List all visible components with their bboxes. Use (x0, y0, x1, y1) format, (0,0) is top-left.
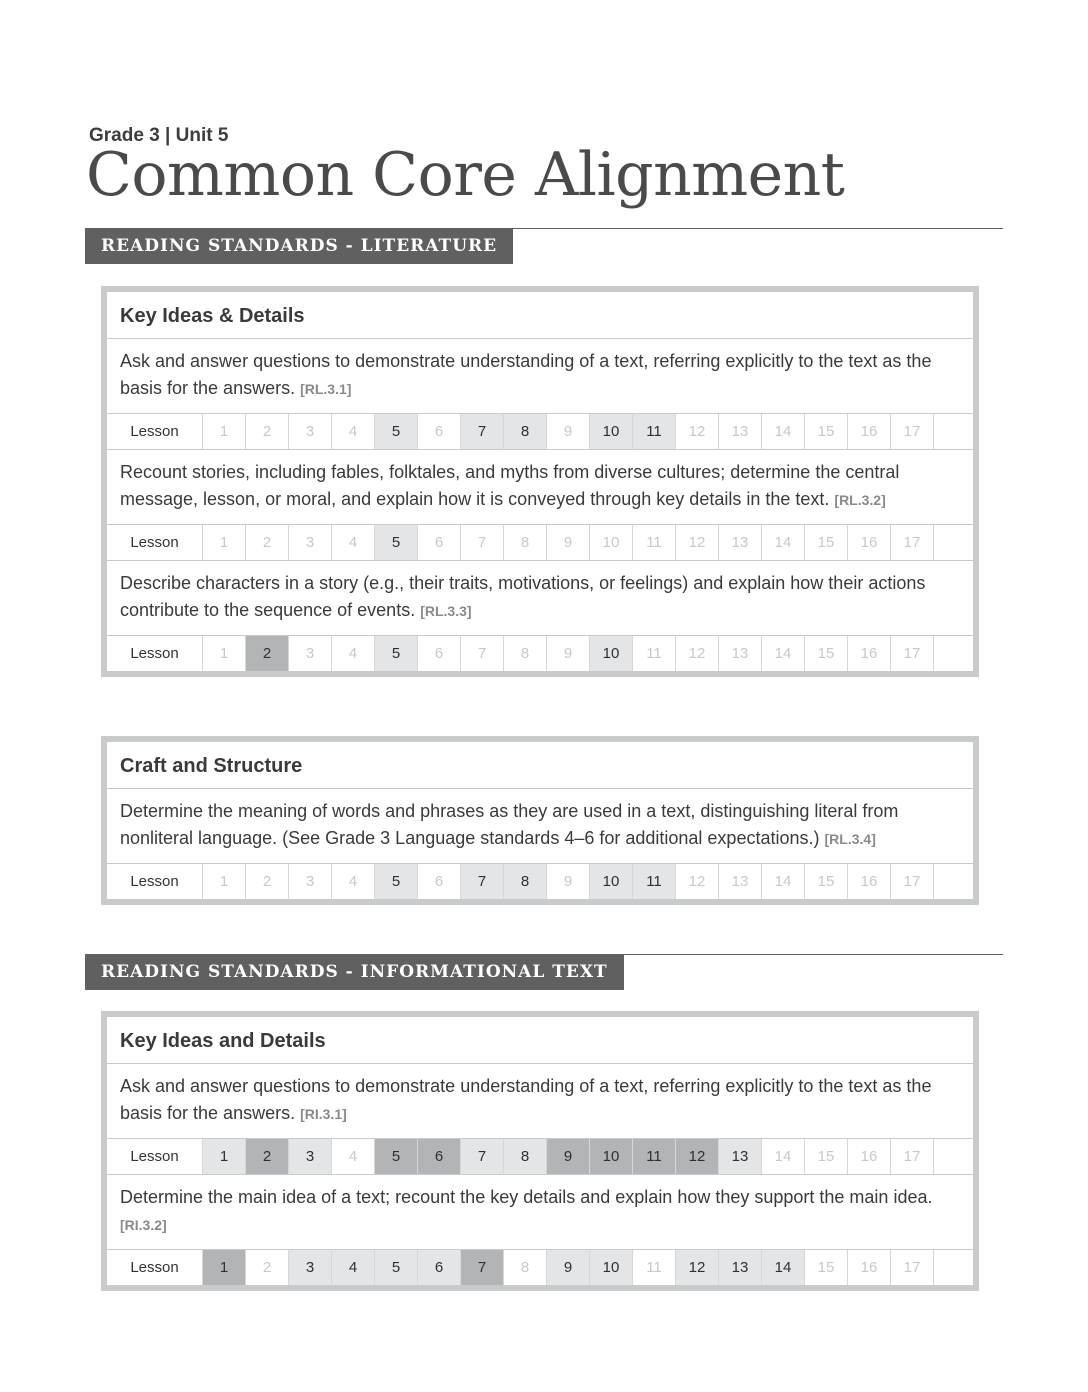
group-title: Key Ideas and Details (107, 1017, 973, 1064)
lesson-cell: 17 (891, 636, 934, 671)
lesson-cell: 14 (762, 525, 805, 560)
standard-description: Determine the meaning of words and phrases as they are used in a text, distinguishing literal from nonliteral language. (See Grade 3 Language standards 4–6 for additional expectations.) (120, 801, 899, 848)
lesson-cell: 7 (461, 1139, 504, 1174)
lesson-cell: 10 (590, 414, 633, 449)
lesson-label: Lesson (107, 1250, 203, 1285)
lesson-cell: 8 (504, 636, 547, 671)
lesson-cell: 2 (246, 636, 289, 671)
lesson-cell: 4 (332, 525, 375, 560)
lesson-cell: 7 (461, 636, 504, 671)
lesson-cell: 5 (375, 525, 418, 560)
lesson-cell: 3 (289, 864, 332, 899)
lesson-cell: 6 (418, 414, 461, 449)
lesson-cell: 4 (332, 414, 375, 449)
lesson-cell: 8 (504, 1250, 547, 1285)
lesson-cell: 17 (891, 1139, 934, 1174)
standard-description: Recount stories, including fables, folktales, and myths from diverse cultures; determine the central message, lesson, or moral, and explain how it is conveyed through key details in the text. (120, 462, 900, 509)
lesson-cell: 13 (719, 636, 762, 671)
lesson-cell: 6 (418, 636, 461, 671)
lesson-cell: 12 (676, 1250, 719, 1285)
lesson-cell: 17 (891, 525, 934, 560)
lesson-cell: 16 (848, 525, 891, 560)
lesson-cell: 3 (289, 525, 332, 560)
lesson-cell: 9 (547, 1139, 590, 1174)
lesson-cell: 9 (547, 636, 590, 671)
lesson-row (107, 525, 973, 561)
lesson-row (107, 414, 973, 450)
lesson-cell: 14 (762, 636, 805, 671)
standard-code: [RI.3.1] (300, 1106, 347, 1122)
standard-description: Describe characters in a story (e.g., their traits, motivations, or feelings) and explain how their actions contribute to the sequence of events. (120, 573, 926, 620)
section-header-informational (85, 954, 1003, 991)
lesson-cell: 3 (289, 1250, 332, 1285)
standard-text (107, 1064, 973, 1139)
lesson-cell: 9 (547, 1250, 590, 1285)
lesson-cell: 6 (418, 1139, 461, 1174)
lesson-cell: 12 (676, 525, 719, 560)
lesson-cell: 12 (676, 414, 719, 449)
standard-text (107, 789, 973, 864)
lesson-label: Lesson (107, 636, 203, 671)
group-box (101, 286, 979, 677)
lesson-cell: 13 (719, 1139, 762, 1174)
lesson-cell: 12 (676, 1139, 719, 1174)
lesson-cell: 2 (246, 1139, 289, 1174)
lesson-row-end (934, 1250, 973, 1285)
lesson-cell: 8 (504, 414, 547, 449)
lesson-label: Lesson (107, 414, 203, 449)
lesson-cell: 17 (891, 864, 934, 899)
lesson-cell: 2 (246, 525, 289, 560)
lesson-cell: 2 (246, 1250, 289, 1285)
lesson-cell: 4 (332, 1250, 375, 1285)
lesson-row (107, 636, 973, 671)
section-header-literature (85, 228, 1003, 265)
standard-code: [RL.3.3] (420, 603, 472, 619)
lesson-row-end (934, 1139, 973, 1174)
lesson-cell: 6 (418, 864, 461, 899)
lesson-cell: 16 (848, 636, 891, 671)
lesson-cell: 17 (891, 414, 934, 449)
lesson-cell: 16 (848, 1250, 891, 1285)
lesson-cell: 1 (203, 636, 246, 671)
lesson-cell: 12 (676, 864, 719, 899)
lesson-cell: 11 (633, 864, 676, 899)
standard-description: Ask and answer questions to demonstrate understanding of a text, referring explicitly to the text as the basis for the answers. (120, 1076, 932, 1123)
lesson-label: Lesson (107, 1139, 203, 1174)
standard-description: Ask and answer questions to demonstrate understanding of a text, referring explicitly to the text as the basis for the answers. (120, 351, 932, 398)
lesson-cell: 3 (289, 1139, 332, 1174)
lesson-label: Lesson (107, 525, 203, 560)
lesson-cell: 10 (590, 864, 633, 899)
lesson-row (107, 1250, 973, 1285)
lesson-cell: 14 (762, 414, 805, 449)
section-heading: READING STANDARDS - LITERATURE (85, 228, 513, 264)
lesson-cell: 16 (848, 864, 891, 899)
lesson-row-end (934, 414, 973, 449)
standards-list (107, 339, 973, 671)
standards-list (107, 1064, 973, 1285)
standard-code: [RL.3.1] (300, 381, 352, 397)
lesson-cell: 5 (375, 636, 418, 671)
lesson-cell: 11 (633, 636, 676, 671)
lesson-cell: 2 (246, 414, 289, 449)
lesson-cell: 5 (375, 864, 418, 899)
lesson-cell: 8 (504, 1139, 547, 1174)
lesson-cell: 9 (547, 525, 590, 560)
lesson-cell: 1 (203, 414, 246, 449)
lesson-cell: 9 (547, 864, 590, 899)
standard-code: [RL.3.4] (824, 831, 876, 847)
group-box (101, 1011, 979, 1291)
group-box (101, 736, 979, 905)
lesson-cell: 4 (332, 636, 375, 671)
lesson-row-end (934, 864, 973, 899)
lesson-cell: 14 (762, 864, 805, 899)
lesson-cell: 11 (633, 1139, 676, 1174)
lesson-cell: 7 (461, 414, 504, 449)
lesson-cell: 2 (246, 864, 289, 899)
lesson-cell: 5 (375, 414, 418, 449)
lesson-cell: 11 (633, 1250, 676, 1285)
standards-list (107, 789, 973, 899)
page-subtitle: Grade 3 | Unit 5 (89, 125, 229, 146)
lesson-cell: 16 (848, 414, 891, 449)
standard-text (107, 339, 973, 414)
lesson-cell: 4 (332, 1139, 375, 1174)
lesson-cell: 15 (805, 414, 848, 449)
standard-text (107, 561, 973, 636)
lesson-cell: 15 (805, 864, 848, 899)
lesson-cell: 6 (418, 1250, 461, 1285)
lesson-cell: 3 (289, 636, 332, 671)
lesson-cell: 9 (547, 414, 590, 449)
lesson-cell: 15 (805, 1139, 848, 1174)
lesson-cell: 10 (590, 1250, 633, 1285)
lesson-cell: 15 (805, 636, 848, 671)
lesson-cell: 10 (590, 525, 633, 560)
lesson-cell: 11 (633, 414, 676, 449)
lesson-cell: 6 (418, 525, 461, 560)
lesson-row (107, 864, 973, 899)
lesson-cell: 1 (203, 525, 246, 560)
page-title: Common Core Alignment (86, 140, 845, 210)
lesson-cell: 1 (203, 864, 246, 899)
lesson-cell: 1 (203, 1250, 246, 1285)
lesson-row-end (934, 525, 973, 560)
lesson-cell: 4 (332, 864, 375, 899)
lesson-cell: 14 (762, 1250, 805, 1285)
standard-code: [RL.3.2] (834, 492, 886, 508)
lesson-cell: 8 (504, 864, 547, 899)
lesson-row (107, 1139, 973, 1175)
lesson-cell: 5 (375, 1139, 418, 1174)
lesson-cell: 12 (676, 636, 719, 671)
lesson-cell: 13 (719, 1250, 762, 1285)
group-title: Craft and Structure (107, 742, 973, 789)
lesson-cell: 10 (590, 636, 633, 671)
lesson-cell: 5 (375, 1250, 418, 1285)
lesson-cell: 3 (289, 414, 332, 449)
standard-text (107, 1175, 973, 1250)
lesson-cell: 7 (461, 1250, 504, 1285)
lesson-cell: 13 (719, 525, 762, 560)
lesson-cell: 1 (203, 1139, 246, 1174)
lesson-cell: 13 (719, 414, 762, 449)
lesson-cell: 15 (805, 525, 848, 560)
lesson-cell: 7 (461, 864, 504, 899)
standard-text (107, 450, 973, 525)
lesson-cell: 11 (633, 525, 676, 560)
lesson-label: Lesson (107, 864, 203, 899)
standard-description: Determine the main idea of a text; recount the key details and explain how they support the main idea. (120, 1187, 933, 1207)
lesson-cell: 7 (461, 525, 504, 560)
lesson-cell: 17 (891, 1250, 934, 1285)
lesson-cell: 14 (762, 1139, 805, 1174)
lesson-cell: 15 (805, 1250, 848, 1285)
lesson-cell: 10 (590, 1139, 633, 1174)
section-heading: READING STANDARDS - INFORMATIONAL TEXT (85, 954, 624, 990)
lesson-cell: 16 (848, 1139, 891, 1174)
lesson-row-end (934, 636, 973, 671)
standard-code: [RI.3.2] (120, 1217, 167, 1233)
lesson-cell: 8 (504, 525, 547, 560)
lesson-cell: 13 (719, 864, 762, 899)
group-title: Key Ideas & Details (107, 292, 973, 339)
